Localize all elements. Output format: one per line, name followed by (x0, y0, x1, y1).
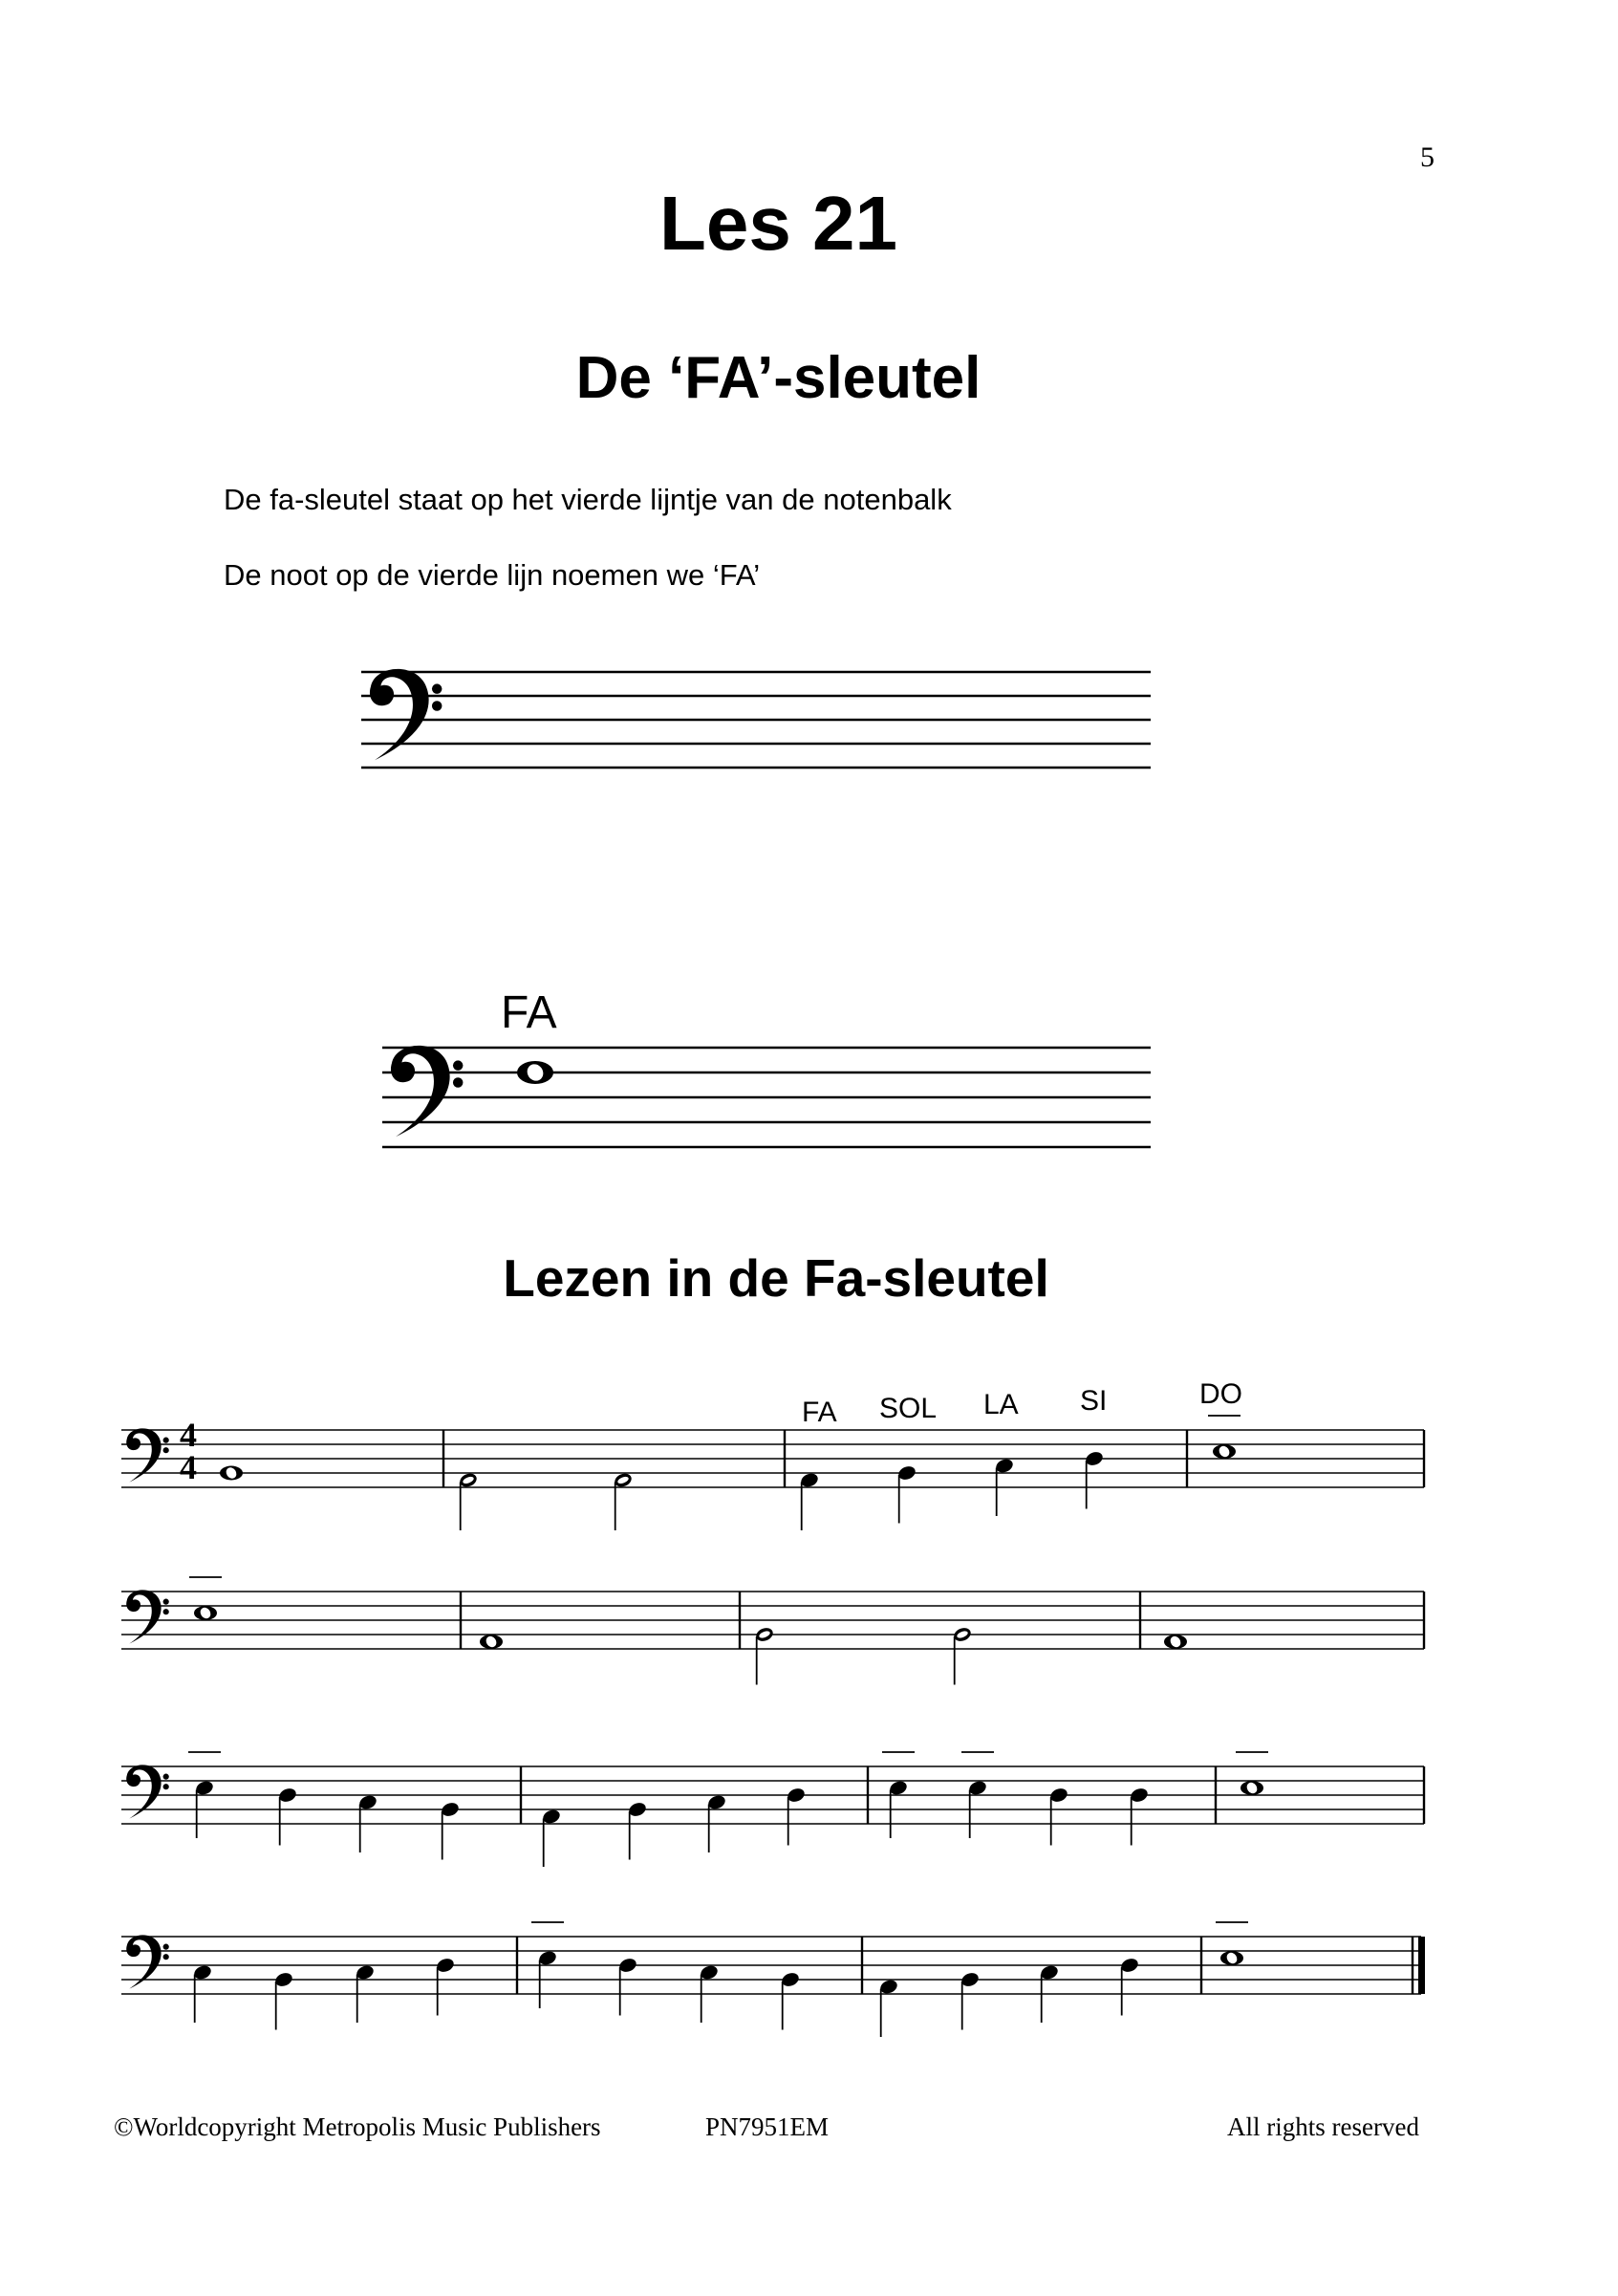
page-subtitle: De ‘FA’-sleutel (575, 345, 982, 411)
note-name-do: DO (1199, 1378, 1242, 1410)
staff-lines (382, 1048, 1151, 1147)
time-signature-top: 4 (180, 1416, 197, 1454)
quarter-note (541, 1808, 562, 1867)
f-clef-icon (126, 1765, 169, 1818)
bass-clef-staff (361, 669, 1151, 768)
whole-note (189, 1577, 222, 1620)
whole-note (1236, 1752, 1268, 1795)
staff-system (121, 1752, 1424, 1867)
quarter-note (435, 1957, 456, 2016)
quarter-note (277, 1787, 298, 1846)
time-signature (180, 1416, 197, 1486)
quarter-note (994, 1457, 1015, 1516)
whole-note (220, 1465, 243, 1481)
quarter-note (617, 1957, 638, 2016)
quarter-note (440, 1801, 461, 1860)
quarter-note (1084, 1450, 1105, 1509)
quarter-note (878, 1978, 899, 2037)
section-title: Lezen in de Fa-sleutel (503, 1248, 1049, 1308)
half-note (613, 1471, 634, 1530)
quarter-note (627, 1801, 648, 1860)
quarter-note (1119, 1957, 1140, 2016)
footer-code: PN7951EM (705, 2112, 830, 2141)
staff-system (121, 1577, 1424, 1685)
fa-whole-note (517, 1061, 553, 1084)
half-note (458, 1471, 479, 1530)
fa-note-label: FA (501, 987, 557, 1038)
f-clef-icon (126, 1935, 169, 1988)
whole-note (1164, 1635, 1187, 1650)
note-name-sol: SOL (879, 1393, 938, 1424)
footer-rights: All rights reserved (1227, 2112, 1419, 2141)
staff-system (121, 1416, 1424, 1530)
half-note (952, 1626, 973, 1685)
quarter-note (896, 1464, 917, 1524)
note-name-si: SI (1080, 1385, 1108, 1417)
quarter-note (799, 1471, 820, 1530)
note-name-labels (802, 1378, 1242, 1428)
reading-exercise-systems (121, 1416, 1425, 2037)
staff-system (121, 1922, 1425, 2037)
quarter-note (1129, 1787, 1150, 1846)
quarter-note (273, 1971, 294, 2030)
whole-note (1216, 1922, 1248, 1965)
f-clef-icon (126, 1428, 169, 1482)
f-clef-icon (126, 1590, 169, 1643)
note-name-fa: FA (802, 1397, 837, 1428)
time-signature-bottom: 4 (180, 1448, 197, 1486)
f-clef-icon (370, 669, 442, 760)
quarter-note (780, 1971, 801, 2030)
fa-example-staff (382, 987, 1151, 1147)
quarter-note (192, 1963, 213, 2023)
note-name-la: LA (983, 1389, 1019, 1420)
final-barline (1418, 1937, 1425, 1994)
quarter-note (699, 1963, 720, 2023)
quarter-note (1048, 1787, 1069, 1846)
page-number: 5 (1420, 141, 1435, 173)
staff-lines (361, 672, 1151, 768)
quarter-note (960, 1971, 981, 2030)
quarter-note (357, 1793, 378, 1852)
whole-note (1208, 1416, 1240, 1459)
whole-note (480, 1635, 503, 1650)
quarter-note (1039, 1963, 1060, 2023)
half-note (754, 1626, 775, 1685)
footer-copyright: ©Worldcopyright Metropolis Music Publishers (114, 2112, 601, 2141)
quarter-note (786, 1787, 807, 1846)
quarter-note (706, 1793, 727, 1852)
intro-paragraph-1: De fa-sleutel staat op het vierde lijntje van de notenbalk (224, 483, 952, 516)
page-title: Les 21 (658, 181, 898, 266)
quarter-note (355, 1963, 376, 2023)
intro-paragraph-2: De noot op de vierde lijn noemen we ‘FA’ (224, 558, 761, 592)
